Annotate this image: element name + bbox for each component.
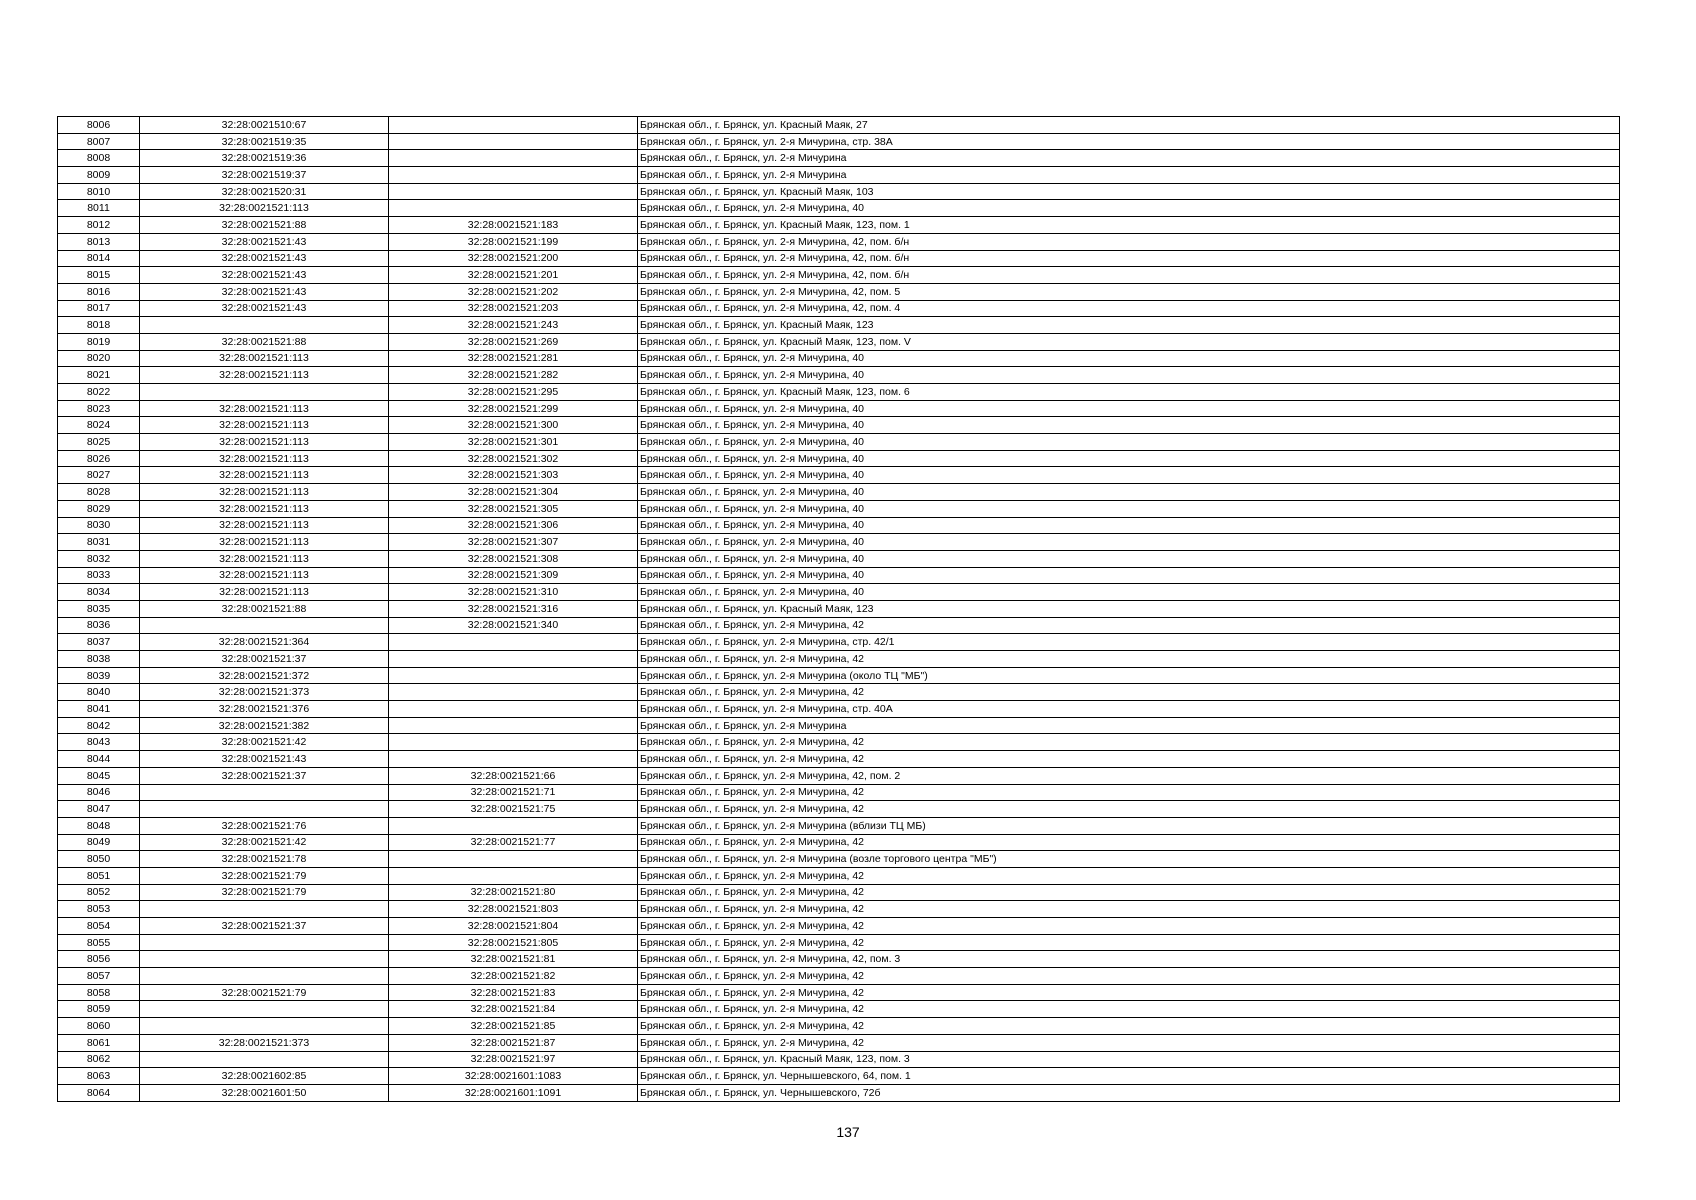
address-cell: Брянская обл., г. Брянск, ул. 2-я Мичурина (возле торгового центра "МБ") [638,851,1620,868]
row-number-cell: 8017 [58,300,140,317]
table-row [58,701,1620,718]
object-cadastral-number-cell: 32:28:0021521:316 [389,600,638,617]
row-number-cell: 8060 [58,1018,140,1035]
table-row [58,984,1620,1001]
row-number-cell: 8016 [58,283,140,300]
table-row [58,117,1620,134]
address-cell: Брянская обл., г. Брянск, ул. 2-я Мичурина, 42 [638,617,1620,634]
land-cadastral-number-cell: 32:28:0021601:50 [140,1084,389,1101]
row-number-cell: 8014 [58,250,140,267]
address-cell: Брянская обл., г. Брянск, ул. 2-я Мичурина, 42, пом. 2 [638,767,1620,784]
row-number-cell: 8026 [58,450,140,467]
table-row [58,200,1620,217]
object-cadastral-number-cell: 32:28:0021521:200 [389,250,638,267]
table-row [58,717,1620,734]
table-row [58,233,1620,250]
land-cadastral-number-cell: 32:28:0021521:382 [140,717,389,734]
land-cadastral-number-cell: 32:28:0021520:31 [140,183,389,200]
address-cell: Брянская обл., г. Брянск, ул. Красный Маяк, 123, пом. 6 [638,384,1620,401]
table-row [58,1068,1620,1085]
table-row [58,333,1620,350]
address-cell: Брянская обл., г. Брянск, ул. 2-я Мичурина, 42, пом. б/н [638,267,1620,284]
address-cell: Брянская обл., г. Брянск, ул. 2-я Мичурина, 40 [638,400,1620,417]
address-cell: Брянская обл., г. Брянск, ул. Красный Маяк, 27 [638,117,1620,134]
address-cell: Брянская обл., г. Брянск, ул. Красный Маяк, 123, пом. 1 [638,217,1620,234]
address-cell: Брянская обл., г. Брянск, ул. 2-я Мичурина, 42, пом. 4 [638,300,1620,317]
land-cadastral-number-cell: 32:28:0021519:35 [140,133,389,150]
address-cell: Брянская обл., г. Брянск, ул. Красный Маяк, 123 [638,317,1620,334]
object-cadastral-number-cell: 32:28:0021521:805 [389,934,638,951]
address-cell: Брянская обл., г. Брянск, ул. 2-я Мичурина, 40 [638,534,1620,551]
land-cadastral-number-cell: 32:28:0021510:67 [140,117,389,134]
row-number-cell: 8035 [58,600,140,617]
row-number-cell: 8036 [58,617,140,634]
land-cadastral-number-cell: 32:28:0021519:37 [140,167,389,184]
row-number-cell: 8012 [58,217,140,234]
land-cadastral-number-cell [140,384,389,401]
table-row [58,634,1620,651]
table-row [58,417,1620,434]
object-cadastral-number-cell: 32:28:0021521:82 [389,968,638,985]
row-number-cell: 8013 [58,233,140,250]
table-row [58,150,1620,167]
object-cadastral-number-cell: 32:28:0021601:1083 [389,1068,638,1085]
object-cadastral-number-cell [389,734,638,751]
land-cadastral-number-cell [140,1051,389,1068]
address-cell: Брянская обл., г. Брянск, ул. 2-я Мичурина, 42 [638,918,1620,935]
row-number-cell: 8037 [58,634,140,651]
address-cell: Брянская обл., г. Брянск, ул. 2-я Мичурина, 40 [638,500,1620,517]
row-number-cell: 8010 [58,183,140,200]
land-cadastral-number-cell: 32:28:0021521:43 [140,751,389,768]
object-cadastral-number-cell [389,634,638,651]
address-cell: Брянская обл., г. Брянск, ул. 2-я Мичурина, 42, пом. б/н [638,233,1620,250]
row-number-cell: 8045 [58,767,140,784]
row-number-cell: 8044 [58,751,140,768]
land-cadastral-number-cell: 32:28:0021521:113 [140,584,389,601]
land-cadastral-number-cell: 32:28:0021521:42 [140,834,389,851]
row-number-cell: 8034 [58,584,140,601]
table-row [58,1034,1620,1051]
table-row [58,784,1620,801]
table-row [58,584,1620,601]
land-cadastral-number-cell: 32:28:0021521:373 [140,1034,389,1051]
land-cadastral-number-cell: 32:28:0021521:88 [140,217,389,234]
land-cadastral-number-cell [140,617,389,634]
table-row [58,600,1620,617]
object-cadastral-number-cell: 32:28:0021521:303 [389,467,638,484]
row-number-cell: 8025 [58,434,140,451]
address-cell: Брянская обл., г. Брянск, ул. 2-я Мичурина, 42 [638,1034,1620,1051]
row-number-cell: 8027 [58,467,140,484]
address-cell: Брянская обл., г. Брянск, ул. 2-я Мичурина (вблизи ТЦ МБ) [638,817,1620,834]
row-number-cell: 8047 [58,801,140,818]
row-number-cell: 8020 [58,350,140,367]
table-row [58,617,1620,634]
object-cadastral-number-cell [389,851,638,868]
object-cadastral-number-cell [389,817,638,834]
address-cell: Брянская обл., г. Брянск, ул. 2-я Мичурина, 40 [638,550,1620,567]
row-number-cell: 8050 [58,851,140,868]
table-row [58,834,1620,851]
land-cadastral-number-cell [140,317,389,334]
land-cadastral-number-cell: 32:28:0021521:37 [140,918,389,935]
object-cadastral-number-cell: 32:28:0021521:243 [389,317,638,334]
land-cadastral-number-cell [140,934,389,951]
table-row [58,434,1620,451]
table-row [58,1051,1620,1068]
table-row [58,167,1620,184]
land-cadastral-number-cell: 32:28:0021521:373 [140,684,389,701]
table-row [58,684,1620,701]
address-cell: Брянская обл., г. Брянск, ул. 2-я Мичурина, 40 [638,584,1620,601]
address-cell: Брянская обл., г. Брянск, ул. 2-я Мичурина, 42 [638,784,1620,801]
object-cadastral-number-cell: 32:28:0021521:282 [389,367,638,384]
table-row [58,667,1620,684]
row-number-cell: 8030 [58,517,140,534]
table-row [58,484,1620,501]
row-number-cell: 8039 [58,667,140,684]
address-cell: Брянская обл., г. Брянск, ул. 2-я Мичурина, 42 [638,867,1620,884]
address-cell: Брянская обл., г. Брянск, ул. 2-я Мичурина, 40 [638,517,1620,534]
row-number-cell: 8055 [58,934,140,951]
object-cadastral-number-cell: 32:28:0021521:309 [389,567,638,584]
row-number-cell: 8015 [58,267,140,284]
address-cell: Брянская обл., г. Брянск, ул. 2-я Мичурина, 42 [638,734,1620,751]
object-cadastral-number-cell [389,651,638,668]
land-cadastral-number-cell: 32:28:0021521:79 [140,867,389,884]
land-cadastral-number-cell: 32:28:0021521:37 [140,651,389,668]
land-cadastral-number-cell: 32:28:0021521:88 [140,600,389,617]
land-cadastral-number-cell: 32:28:0021521:113 [140,200,389,217]
row-number-cell: 8048 [58,817,140,834]
land-cadastral-number-cell: 32:28:0021521:43 [140,283,389,300]
row-number-cell: 8043 [58,734,140,751]
row-number-cell: 8053 [58,901,140,918]
address-cell: Брянская обл., г. Брянск, ул. 2-я Мичурина, 42 [638,884,1620,901]
land-cadastral-number-cell: 32:28:0021521:376 [140,701,389,718]
table-row [58,183,1620,200]
page-number: 137 [836,1124,860,1140]
table-row [58,884,1620,901]
address-cell: Брянская обл., г. Брянск, ул. 2-я Мичурина [638,150,1620,167]
row-number-cell: 8041 [58,701,140,718]
address-cell: Брянская обл., г. Брянск, ул. 2-я Мичурина, 42, пом. 3 [638,951,1620,968]
object-cadastral-number-cell: 32:28:0021521:201 [389,267,638,284]
land-cadastral-number-cell [140,951,389,968]
table-row [58,250,1620,267]
table-row [58,400,1620,417]
land-cadastral-number-cell: 32:28:0021521:113 [140,484,389,501]
object-cadastral-number-cell [389,667,638,684]
land-cadastral-number-cell [140,801,389,818]
object-cadastral-number-cell: 32:28:0021521:803 [389,901,638,918]
address-cell: Брянская обл., г. Брянск, ул. 2-я Мичурина [638,167,1620,184]
land-cadastral-number-cell [140,901,389,918]
address-cell: Брянская обл., г. Брянск, ул. Красный Маяк, 123, пом. V [638,333,1620,350]
object-cadastral-number-cell: 32:28:0021521:307 [389,534,638,551]
address-cell: Брянская обл., г. Брянск, ул. 2-я Мичурина, 42 [638,684,1620,701]
land-cadastral-number-cell: 32:28:0021521:43 [140,267,389,284]
object-cadastral-number-cell: 32:28:0021521:300 [389,417,638,434]
row-number-cell: 8024 [58,417,140,434]
land-cadastral-number-cell: 32:28:0021521:113 [140,434,389,451]
row-number-cell: 8057 [58,968,140,985]
row-number-cell: 8023 [58,400,140,417]
address-cell: Брянская обл., г. Брянск, ул. 2-я Мичурина, 42 [638,1001,1620,1018]
address-cell: Брянская обл., г. Брянск, ул. 2-я Мичурина, 42 [638,984,1620,1001]
table-row [58,734,1620,751]
table-row [58,1018,1620,1035]
object-cadastral-number-cell: 32:28:0021521:71 [389,784,638,801]
land-cadastral-number-cell: 32:28:0021521:113 [140,534,389,551]
table-row [58,567,1620,584]
address-cell: Брянская обл., г. Брянск, ул. Красный Маяк, 123 [638,600,1620,617]
land-cadastral-number-cell [140,1001,389,1018]
object-cadastral-number-cell: 32:28:0021521:304 [389,484,638,501]
land-cadastral-number-cell: 32:28:0021521:113 [140,400,389,417]
object-cadastral-number-cell [389,684,638,701]
row-number-cell: 8021 [58,367,140,384]
address-cell: Брянская обл., г. Брянск, ул. Красный Маяк, 103 [638,183,1620,200]
land-cadastral-number-cell: 32:28:0021521:113 [140,467,389,484]
land-cadastral-number-cell: 32:28:0021521:79 [140,884,389,901]
land-cadastral-number-cell: 32:28:0021521:113 [140,450,389,467]
object-cadastral-number-cell: 32:28:0021521:269 [389,333,638,350]
table-row [58,350,1620,367]
row-number-cell: 8056 [58,951,140,968]
address-cell: Брянская обл., г. Брянск, ул. 2-я Мичурина, 40 [638,434,1620,451]
object-cadastral-number-cell: 32:28:0021521:308 [389,550,638,567]
table-row [58,951,1620,968]
address-cell: Брянская обл., г. Брянск, ул. 2-я Мичурина, стр. 38А [638,133,1620,150]
object-cadastral-number-cell: 32:28:0021521:87 [389,1034,638,1051]
land-cadastral-number-cell: 32:28:0021521:113 [140,500,389,517]
row-number-cell: 8058 [58,984,140,1001]
row-number-cell: 8011 [58,200,140,217]
land-cadastral-number-cell: 32:28:0021521:37 [140,767,389,784]
object-cadastral-number-cell: 32:28:0021521:199 [389,233,638,250]
object-cadastral-number-cell [389,183,638,200]
table-row [58,133,1620,150]
land-cadastral-number-cell [140,784,389,801]
cadastral-table [57,116,1620,1102]
land-cadastral-number-cell: 32:28:0021521:113 [140,550,389,567]
land-cadastral-number-cell: 32:28:0021521:76 [140,817,389,834]
row-number-cell: 8038 [58,651,140,668]
address-cell: Брянская обл., г. Брянск, ул. 2-я Мичурина, стр. 42/1 [638,634,1620,651]
table-row [58,517,1620,534]
object-cadastral-number-cell: 32:28:0021521:77 [389,834,638,851]
object-cadastral-number-cell: 32:28:0021521:305 [389,500,638,517]
land-cadastral-number-cell: 32:28:0021521:43 [140,250,389,267]
object-cadastral-number-cell [389,751,638,768]
table-row [58,267,1620,284]
address-cell: Брянская обл., г. Брянск, ул. 2-я Мичурина, 42 [638,751,1620,768]
object-cadastral-number-cell: 32:28:0021521:299 [389,400,638,417]
object-cadastral-number-cell [389,167,638,184]
table-row [58,851,1620,868]
address-cell: Брянская обл., г. Брянск, ул. 2-я Мичурина, 40 [638,200,1620,217]
row-number-cell: 8009 [58,167,140,184]
object-cadastral-number-cell: 32:28:0021521:83 [389,984,638,1001]
row-number-cell: 8018 [58,317,140,334]
object-cadastral-number-cell [389,717,638,734]
row-number-cell: 8031 [58,534,140,551]
land-cadastral-number-cell: 32:28:0021521:88 [140,333,389,350]
object-cadastral-number-cell [389,200,638,217]
land-cadastral-number-cell: 32:28:0021521:113 [140,417,389,434]
land-cadastral-number-cell: 32:28:0021521:372 [140,667,389,684]
object-cadastral-number-cell: 32:28:0021521:302 [389,450,638,467]
row-number-cell: 8046 [58,784,140,801]
land-cadastral-number-cell: 32:28:0021519:36 [140,150,389,167]
address-cell: Брянская обл., г. Брянск, ул. 2-я Мичурина, 40 [638,367,1620,384]
land-cadastral-number-cell: 32:28:0021521:113 [140,567,389,584]
land-cadastral-number-cell: 32:28:0021521:113 [140,350,389,367]
table-row [58,317,1620,334]
table-row [58,867,1620,884]
row-number-cell: 8006 [58,117,140,134]
table-row [58,751,1620,768]
land-cadastral-number-cell: 32:28:0021521:113 [140,517,389,534]
object-cadastral-number-cell: 32:28:0021521:203 [389,300,638,317]
object-cadastral-number-cell: 32:28:0021521:80 [389,884,638,901]
object-cadastral-number-cell: 32:28:0021521:306 [389,517,638,534]
row-number-cell: 8064 [58,1084,140,1101]
table-row [58,534,1620,551]
object-cadastral-number-cell: 32:28:0021521:97 [389,1051,638,1068]
table-row [58,384,1620,401]
table-row [58,300,1620,317]
object-cadastral-number-cell: 32:28:0021521:183 [389,217,638,234]
address-cell: Брянская обл., г. Брянск, ул. 2-я Мичурина, 42 [638,1018,1620,1035]
row-number-cell: 8061 [58,1034,140,1051]
address-cell: Брянская обл., г. Брянск, ул. 2-я Мичурина, стр. 40А [638,701,1620,718]
table-row [58,283,1620,300]
table-row [58,550,1620,567]
object-cadastral-number-cell [389,867,638,884]
land-cadastral-number-cell: 32:28:0021602:85 [140,1068,389,1085]
row-number-cell: 8033 [58,567,140,584]
object-cadastral-number-cell: 32:28:0021521:75 [389,801,638,818]
table-row [58,934,1620,951]
object-cadastral-number-cell: 32:28:0021521:202 [389,283,638,300]
table-row [58,450,1620,467]
table-row [58,817,1620,834]
land-cadastral-number-cell [140,968,389,985]
table-row [58,651,1620,668]
table-row [58,500,1620,517]
address-cell: Брянская обл., г. Брянск, ул. 2-я Мичурина, 40 [638,450,1620,467]
address-cell: Брянская обл., г. Брянск, ул. 2-я Мичурина, 40 [638,567,1620,584]
object-cadastral-number-cell: 32:28:0021521:85 [389,1018,638,1035]
address-cell: Брянская обл., г. Брянск, ул. 2-я Мичурина, 42 [638,901,1620,918]
object-cadastral-number-cell: 32:28:0021521:340 [389,617,638,634]
land-cadastral-number-cell: 32:28:0021521:43 [140,300,389,317]
table-row [58,1001,1620,1018]
land-cadastral-number-cell [140,1018,389,1035]
object-cadastral-number-cell: 32:28:0021601:1091 [389,1084,638,1101]
row-number-cell: 8028 [58,484,140,501]
row-number-cell: 8022 [58,384,140,401]
row-number-cell: 8063 [58,1068,140,1085]
object-cadastral-number-cell [389,133,638,150]
land-cadastral-number-cell: 32:28:0021521:78 [140,851,389,868]
address-cell: Брянская обл., г. Брянск, ул. 2-я Мичурина, 42 [638,968,1620,985]
table-row [58,801,1620,818]
object-cadastral-number-cell: 32:28:0021521:295 [389,384,638,401]
address-cell: Брянская обл., г. Брянск, ул. 2-я Мичурина, 42 [638,651,1620,668]
object-cadastral-number-cell: 32:28:0021521:81 [389,951,638,968]
table-row [58,918,1620,935]
address-cell: Брянская обл., г. Брянск, ул. 2-я Мичурина (около ТЦ "МБ") [638,667,1620,684]
land-cadastral-number-cell: 32:28:0021521:42 [140,734,389,751]
object-cadastral-number-cell [389,117,638,134]
object-cadastral-number-cell: 32:28:0021521:804 [389,918,638,935]
row-number-cell: 8062 [58,1051,140,1068]
table-row [58,467,1620,484]
address-cell: Брянская обл., г. Брянск, ул. Чернышевского, 72б [638,1084,1620,1101]
object-cadastral-number-cell: 32:28:0021521:301 [389,434,638,451]
address-cell: Брянская обл., г. Брянск, ул. 2-я Мичурина, 42, пом. б/н [638,250,1620,267]
table-row [58,767,1620,784]
land-cadastral-number-cell: 32:28:0021521:43 [140,233,389,250]
row-number-cell: 8051 [58,867,140,884]
row-number-cell: 8029 [58,500,140,517]
table-row [58,901,1620,918]
address-cell: Брянская обл., г. Брянск, ул. Красный Маяк, 123, пом. 3 [638,1051,1620,1068]
address-cell: Брянская обл., г. Брянск, ул. 2-я Мичурина [638,717,1620,734]
row-number-cell: 8040 [58,684,140,701]
row-number-cell: 8008 [58,150,140,167]
object-cadastral-number-cell: 32:28:0021521:66 [389,767,638,784]
row-number-cell: 8054 [58,918,140,935]
land-cadastral-number-cell: 32:28:0021521:364 [140,634,389,651]
address-cell: Брянская обл., г. Брянск, ул. 2-я Мичурина, 42 [638,801,1620,818]
object-cadastral-number-cell: 32:28:0021521:310 [389,584,638,601]
object-cadastral-number-cell: 32:28:0021521:84 [389,1001,638,1018]
row-number-cell: 8042 [58,717,140,734]
table-row [58,217,1620,234]
table-row [58,968,1620,985]
row-number-cell: 8049 [58,834,140,851]
object-cadastral-number-cell [389,150,638,167]
land-cadastral-number-cell: 32:28:0021521:79 [140,984,389,1001]
row-number-cell: 8059 [58,1001,140,1018]
row-number-cell: 8032 [58,550,140,567]
address-cell: Брянская обл., г. Брянск, ул. 2-я Мичурина, 40 [638,350,1620,367]
address-cell: Брянская обл., г. Брянск, ул. 2-я Мичурина, 42, пом. 5 [638,283,1620,300]
address-cell: Брянская обл., г. Брянск, ул. 2-я Мичурина, 42 [638,934,1620,951]
address-cell: Брянская обл., г. Брянск, ул. 2-я Мичурина, 42 [638,834,1620,851]
address-cell: Брянская обл., г. Брянск, ул. 2-я Мичурина, 40 [638,484,1620,501]
object-cadastral-number-cell: 32:28:0021521:281 [389,350,638,367]
table-row [58,367,1620,384]
row-number-cell: 8007 [58,133,140,150]
row-number-cell: 8052 [58,884,140,901]
table-body [58,117,1620,1102]
address-cell: Брянская обл., г. Брянск, ул. Чернышевского, 64, пом. 1 [638,1068,1620,1085]
land-cadastral-number-cell: 32:28:0021521:113 [140,367,389,384]
address-cell: Брянская обл., г. Брянск, ул. 2-я Мичурина, 40 [638,417,1620,434]
address-cell: Брянская обл., г. Брянск, ул. 2-я Мичурина, 40 [638,467,1620,484]
row-number-cell: 8019 [58,333,140,350]
object-cadastral-number-cell [389,701,638,718]
table-row [58,1084,1620,1101]
